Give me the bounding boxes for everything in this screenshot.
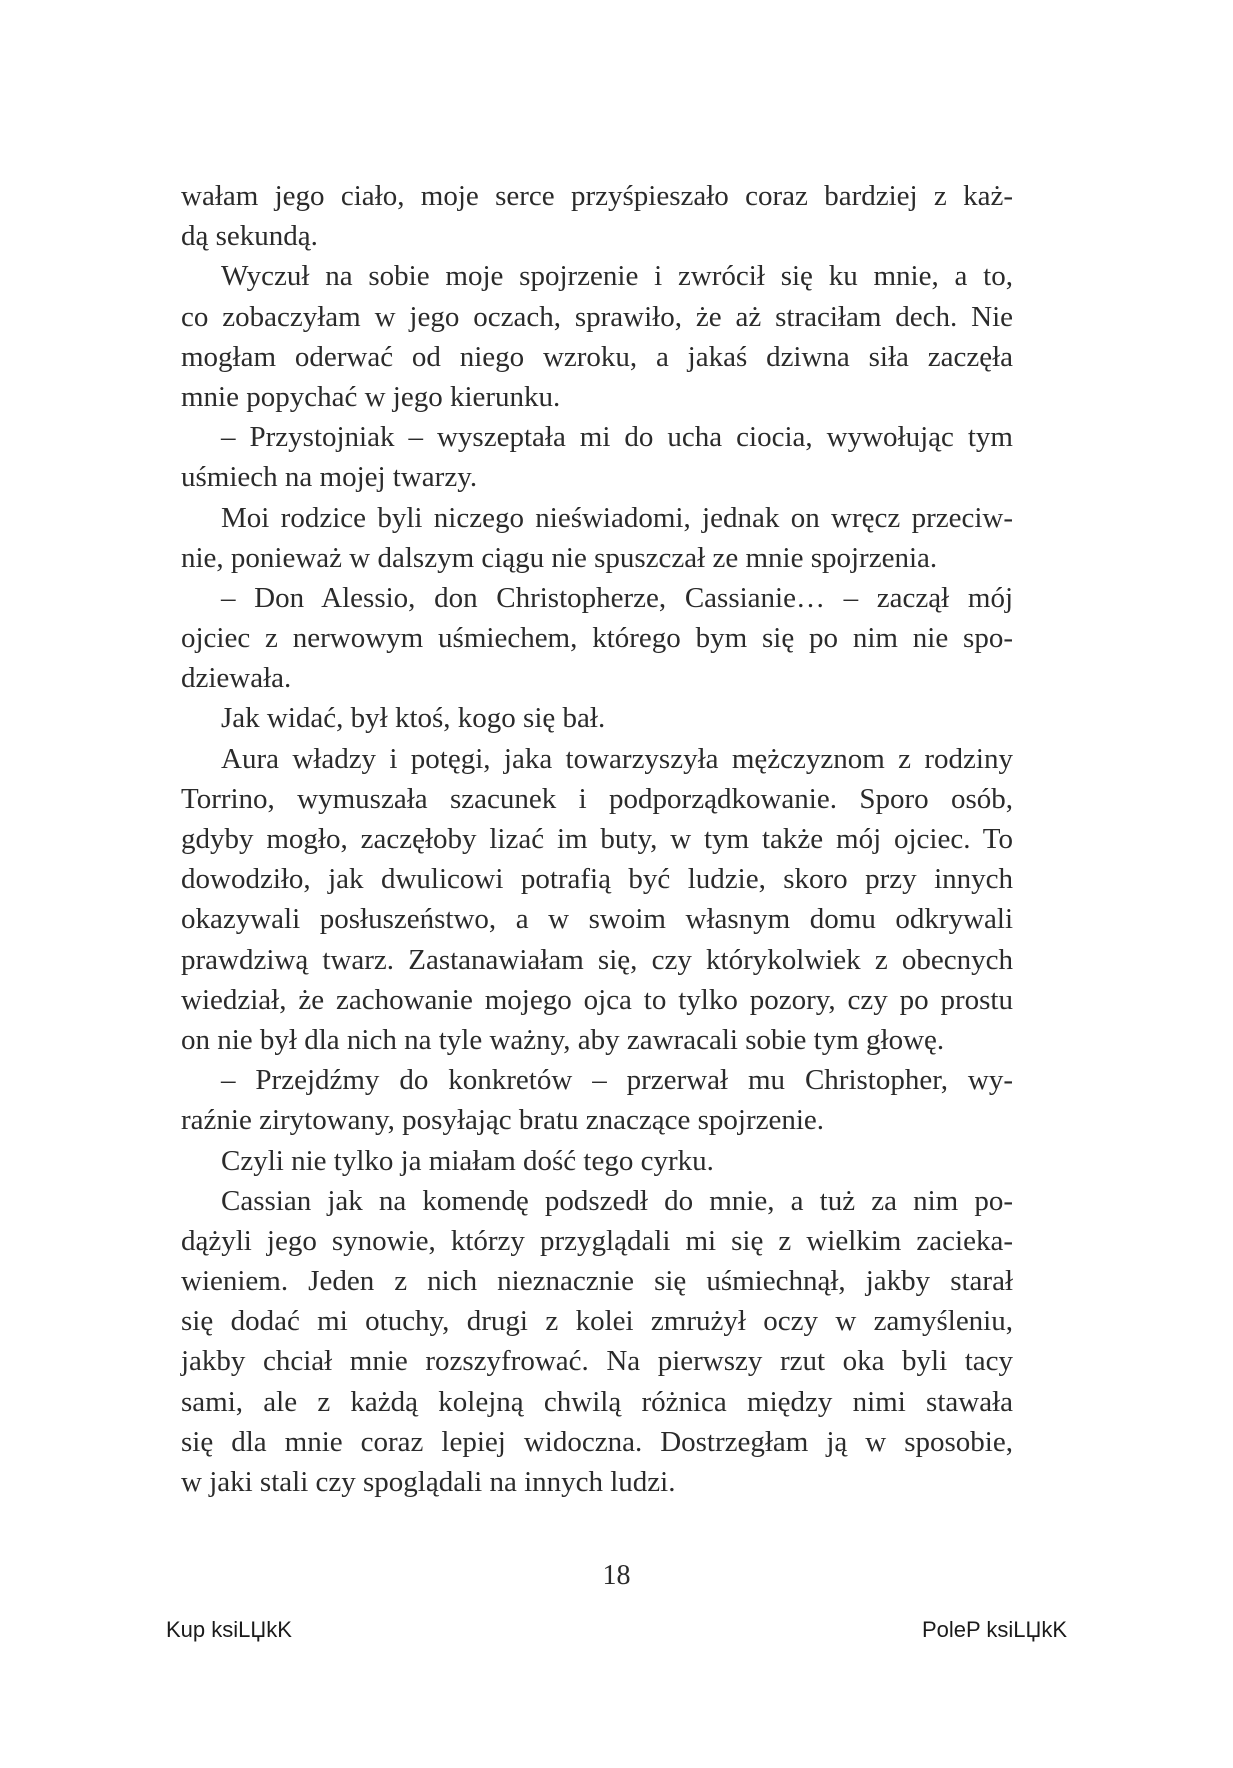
text-line: – Przejdźmy do konkretów – przerwał mu Christopher, wy- xyxy=(221,1064,1013,1097)
text-line: ojciec z nerwowym uśmiechem, którego bym się po nim nie spo- xyxy=(181,622,1013,655)
text-line: jakby chciał mnie rozszyfrować. Na pierwszy rzut oka byli tacy xyxy=(181,1345,1013,1378)
text-line: uśmiech na mojej twarzy. xyxy=(181,461,478,494)
text-line: okazywali posłuszeństwo, a w swoim własnym domu odkrywali xyxy=(181,903,1013,936)
text-line: Cassian jak na komendę podszedł do mnie, a tuż za nim po- xyxy=(221,1184,1013,1217)
text-line: w jaki stali czy spoglądali na innych ludzi. xyxy=(181,1466,676,1498)
text-line: sami, ale z każdą kolejną chwilą różnica między nimi stawała xyxy=(181,1385,1013,1418)
text-line: wiedział, że zachowanie mojego ojca to tylko pozory, czy po prostu xyxy=(181,983,1013,1016)
text-line: dą sekundą. xyxy=(181,220,318,253)
text-line: – Don Alessio, don Christopherze, Cassianie… – zaczął mój xyxy=(221,581,1013,614)
text-line: mnie popychać w jego kierunku. xyxy=(181,380,561,413)
text-line: dowodziło, jak dwulicowi potrafią być ludzie, skoro przy innych xyxy=(181,863,1013,896)
text-line: wałam jego ciało, moje serce przyśpieszało coraz bardziej z każ- xyxy=(181,180,1013,212)
text-line: on nie był dla nich na tyle ważny, aby zawracali sobie tym głowę. xyxy=(181,1023,945,1056)
text-line: Jak widać, był ktoś, kogo się bał. xyxy=(221,702,606,735)
page-number: 18 xyxy=(602,1560,631,1591)
text-line: dążyli jego synowie, którzy przyglądali mi się z wielkim zacieka- xyxy=(181,1224,1013,1257)
text-line: się dodać mi otuchy, drugi z kolei zmrużył oczy w zamyśleniu, xyxy=(181,1305,1013,1338)
text-line: co zobaczyłam w jego oczach, sprawiło, że aż straciłam dech. Nie xyxy=(181,300,1013,333)
footer-recommend-book-link[interactable]: PoleP ksiLЏkK xyxy=(921,1617,1067,1642)
body-text xyxy=(181,176,1013,1502)
text-line: mogłam oderwać od niego wzroku, a jakaś dziwna siła zaczęła xyxy=(181,340,1013,373)
text-line: – Przystojniak – wyszeptała mi do ucha ciocia, wywołując tym xyxy=(221,421,1013,454)
text-line: Moi rodzice byli niczego nieświadomi, jednak on wręcz przeciw- xyxy=(221,501,1013,534)
text-line: nie, ponieważ w dalszym ciągu nie spuszczał ze mnie spojrzenia. xyxy=(181,541,938,574)
text-line: Aura władzy i potęgi, jaka towarzyszyła mężczyznom z rodziny xyxy=(221,742,1013,775)
text-line: wieniem. Jeden z nich nieznacznie się uśmiechnął, jakby starał xyxy=(181,1265,1013,1298)
text-line: się dla mnie coraz lepiej widoczna. Dostrzegłam ją w sposobie, xyxy=(181,1425,1013,1458)
text-line: prawdziwą twarz. Zastanawiałam się, czy którykolwiek z obecnych xyxy=(181,943,1013,976)
footer-buy-book-link[interactable]: Kup ksiLЏkK xyxy=(166,1617,292,1642)
text-line: raźnie zirytowany, posyłając bratu znaczące spojrzenie. xyxy=(181,1104,825,1137)
text-line: Czyli nie tylko ja miałam dość tego cyrku. xyxy=(221,1144,714,1177)
text-line: Wyczuł na sobie moje spojrzenie i zwrócił się ku mnie, a to, xyxy=(221,260,1013,293)
text-line: Torrino, wymuszała szacunek i podporządkowanie. Sporo osób, xyxy=(181,782,1013,815)
text-line: gdyby mogło, zaczęłoby lizać im buty, w tym także mój ojciec. To xyxy=(181,823,1013,855)
text-line: dziewała. xyxy=(181,662,292,695)
